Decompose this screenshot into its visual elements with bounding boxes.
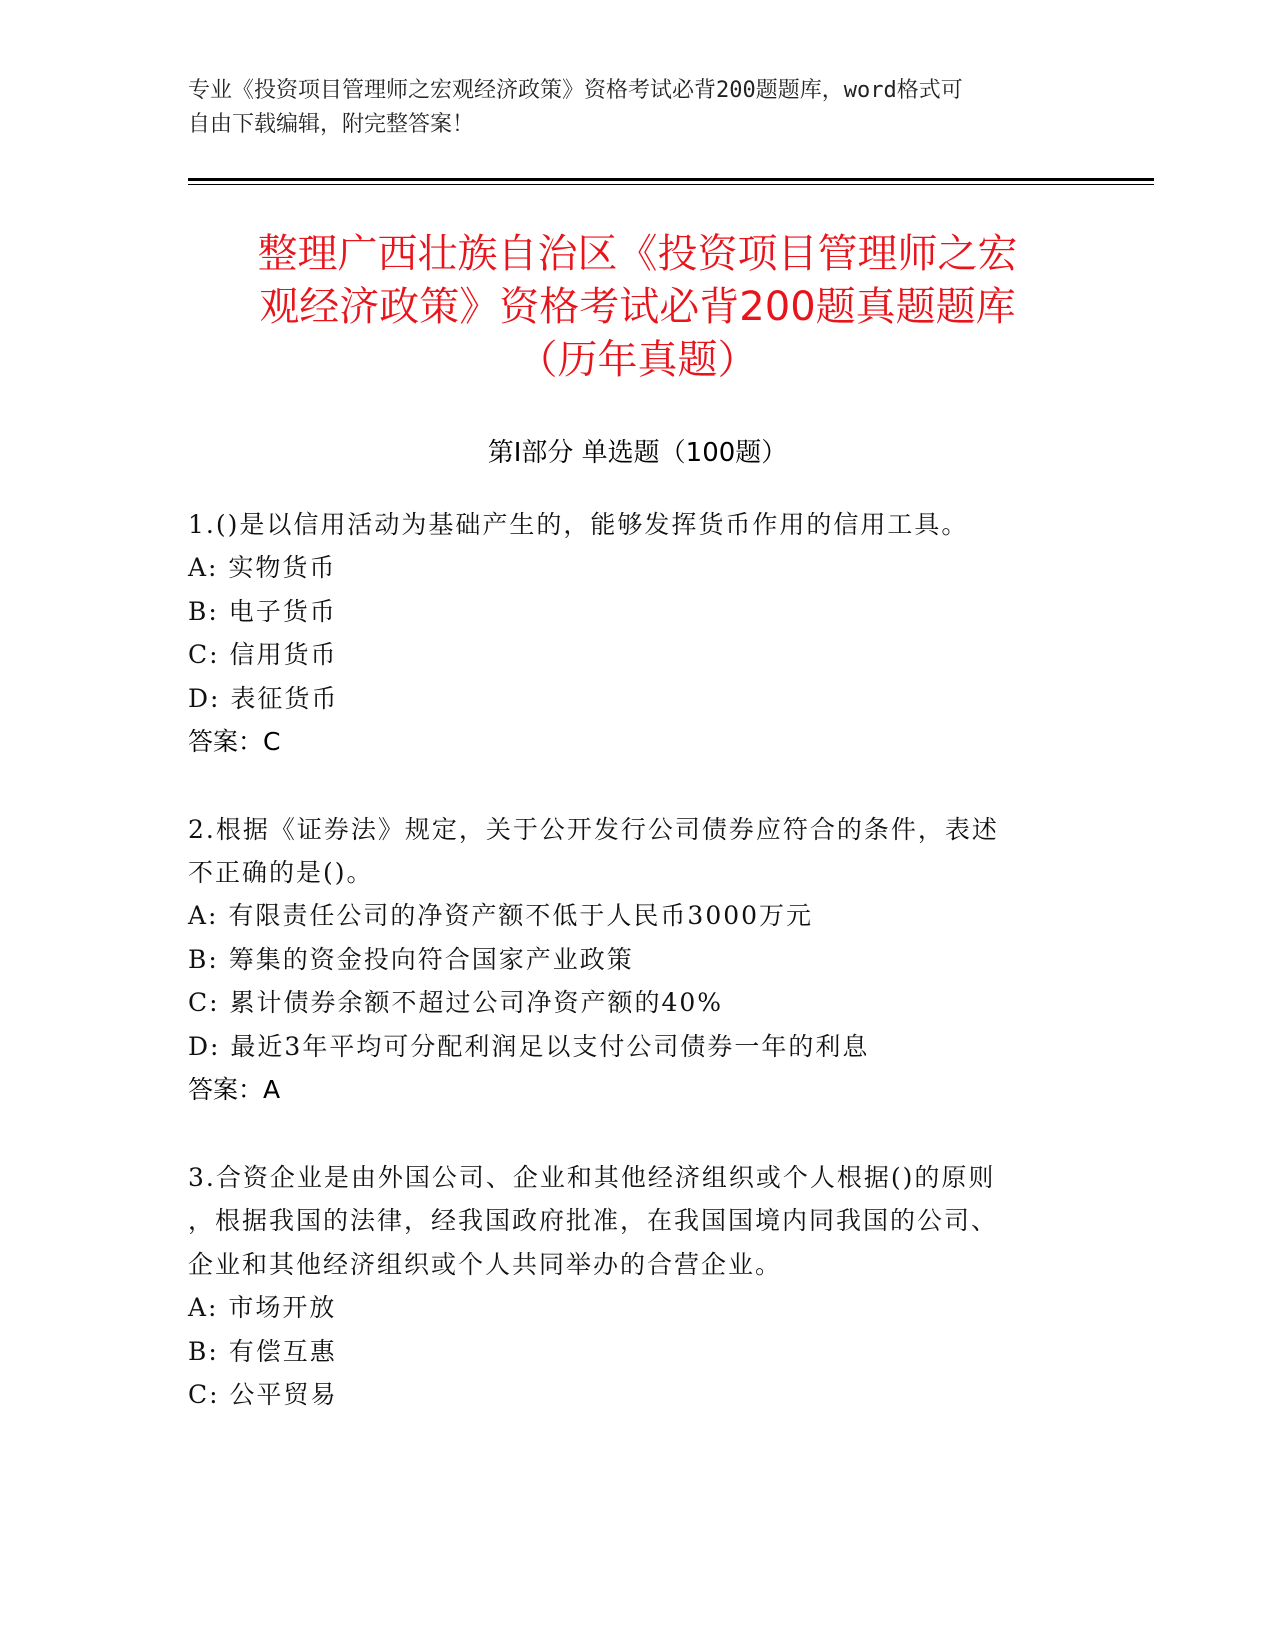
question-3-stem-line-3: 企业和其他经济组织或个人共同举办的合营企业。 — [188, 1250, 783, 1279]
question-2-stem-line-1: 2.根据《证券法》规定，关于公开发行公司债券应符合的条件，表述 — [188, 815, 999, 844]
question-2-stem-line-2: 不正确的是()。 — [188, 858, 374, 887]
section-heading: 第Ⅰ部分 单选题（100题） — [487, 438, 788, 468]
question-2-option-d: D: 最近3年平均可分配利润足以支付公司债券一年的利息 — [188, 1032, 870, 1061]
header-note-line-2: 自由下载编辑，附完整答案！ — [188, 112, 475, 137]
title-line-1: 整理广西壮族自治区《投资项目管理师之宏 — [257, 231, 1018, 277]
question-3-option-c: C: 公平贸易 — [188, 1380, 338, 1409]
title-line-3: （历年真题） — [517, 337, 758, 383]
page-title — [150, 228, 1125, 387]
question-3-stem-line-2: ，根据我国的法律，经我国政府批准，在我国国境内同我国的公司、 — [188, 1206, 999, 1235]
header-divider-thin — [188, 184, 1154, 185]
header-note-line-1: 专业《投资项目管理师之宏观经济政策》资格考试必背200题题库，word格式可 — [188, 78, 963, 103]
header-note — [188, 74, 1068, 142]
question-1-option-c: C: 信用货币 — [188, 640, 338, 669]
question-3-stem-line-1: 3.合资企业是由外国公司、企业和其他经济组织或个人根据()的原则 — [188, 1163, 996, 1192]
question-1-stem: 1.()是以信用活动为基础产生的，能够发挥货币作用的信用工具。 — [188, 510, 969, 539]
question-2-option-c: C: 累计债券余额不超过公司净资产额的40% — [188, 988, 724, 1017]
question-1-option-d: D: 表征货币 — [188, 684, 339, 713]
question-3-option-b: B: 有偿互惠 — [188, 1337, 337, 1366]
question-2-option-b: B: 筹集的资金投向符合国家产业政策 — [188, 945, 634, 974]
question-2-answer: 答案：A — [188, 1075, 281, 1104]
question-2-option-a: A: 有限责任公司的净资产额不低于人民币3000万元 — [188, 901, 814, 930]
title-line-2: 观经济政策》资格考试必背200题真题题库 — [259, 284, 1016, 330]
question-3-option-a: A: 市场开放 — [188, 1293, 337, 1322]
header-divider-thick — [188, 178, 1154, 181]
question-1-option-a: A: 实物货币 — [188, 553, 337, 582]
question-1-option-b: B: 电子货币 — [188, 597, 337, 626]
question-1-answer: 答案：C — [188, 727, 281, 756]
